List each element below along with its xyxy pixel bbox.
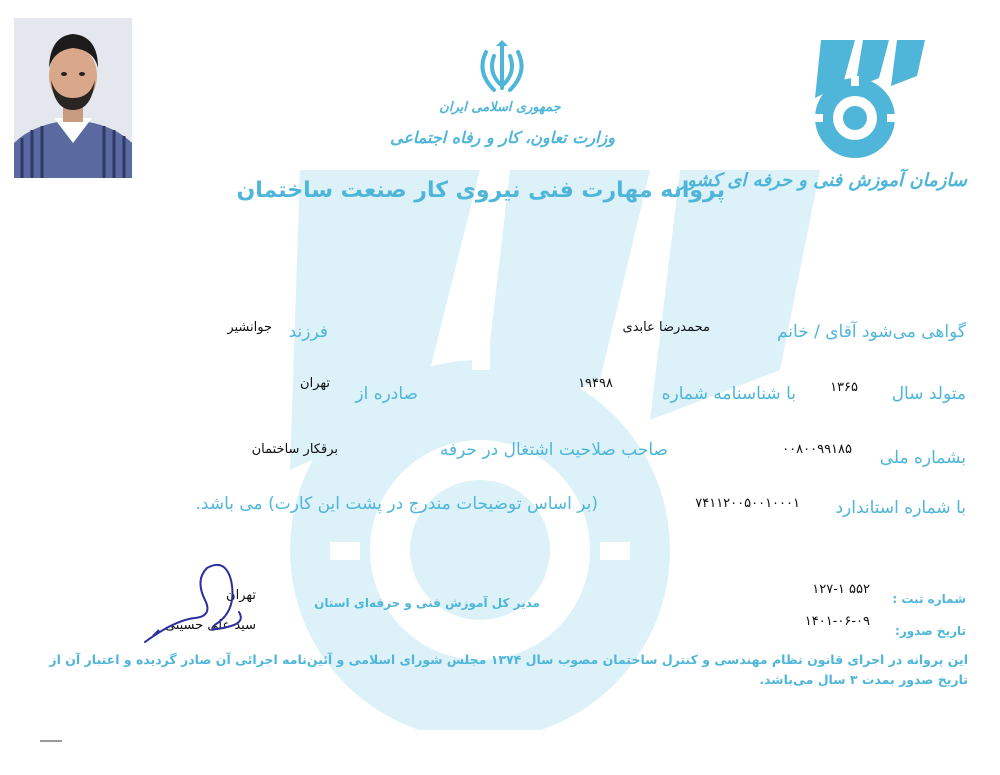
issue-date-label: تاریخ صدور: bbox=[895, 624, 966, 638]
legal-note bbox=[30, 650, 968, 690]
ministry-label: وزارت تعاون، کار و رفاه اجتماعی bbox=[390, 128, 615, 147]
director-signature bbox=[135, 560, 275, 650]
birth-year-label: متولد سال bbox=[891, 384, 966, 404]
id-number: ۱۹۴۹۸ bbox=[578, 376, 613, 391]
organization-logo-icon bbox=[793, 40, 933, 158]
iran-emblem-icon bbox=[472, 38, 532, 98]
director-province: تهران bbox=[226, 588, 256, 603]
birth-year: ۱۳۶۵ bbox=[830, 380, 858, 395]
national-id-number: ۰۰۸۰۰۹۹۱۸۵ bbox=[782, 442, 852, 457]
legal-note-line-1: این پروانه در اجرای قانون نظام مهندسی و کنترل ساختمان مصوب سال ۱۳۷۴ مجلس شورای اسلامی و آئین‌نامه اجرائی آن صادر گردیده و اعتبار آن از bbox=[49, 652, 968, 667]
issued-from-label: صادره از bbox=[355, 384, 418, 404]
id-number-label: با شناسنامه شماره bbox=[661, 384, 796, 404]
holder-name: محمدرضا عابدی bbox=[622, 320, 710, 335]
republic-label: جمهوری اسلامی ایران bbox=[439, 100, 561, 115]
trade-name: برقکار ساختمان bbox=[251, 442, 338, 457]
certify-label: گواهی می‌شود آقای / خانم bbox=[776, 322, 966, 342]
organization-name: سازمان آموزش فنی و حرفه ای کشور bbox=[678, 170, 967, 191]
competence-label: صاحب صلاحیت اشتغال در حرفه bbox=[439, 440, 668, 460]
national-id-label: بشماره ملی bbox=[879, 448, 966, 468]
issued-from-city: تهران bbox=[300, 376, 330, 391]
holder-photo bbox=[14, 18, 132, 178]
director-title: مدیر کل آموزش فنی و حرفه‌ای استان bbox=[314, 596, 540, 610]
director-name: سید علی حسینی bbox=[164, 618, 256, 633]
child-of-label: فرزند bbox=[288, 322, 328, 342]
issue-date: ۱۴۰۱-۰۶-۰۹ bbox=[804, 614, 870, 629]
father-name: جوانشیر bbox=[227, 320, 272, 335]
certificate-title: پروانه مهارت فنی نیروی کار صنعت ساختمان bbox=[236, 178, 725, 203]
person-photo-icon bbox=[14, 18, 132, 178]
registration-label: شماره ثبت : bbox=[892, 592, 966, 606]
registration-number: ۵۵۲ ۱۲۷-۱ bbox=[812, 582, 870, 597]
standard-number-label: با شماره استاندارد bbox=[835, 498, 966, 518]
divider bbox=[40, 740, 62, 742]
legal-note-line-2: تاریخ صدور بمدت ۳ سال می‌باشد. bbox=[759, 672, 968, 687]
standard-note: (بر اساس توضیحات مندرج در پشت این کارت) می باشد. bbox=[195, 494, 598, 514]
standard-number: ۷۴۱۱۲۰۰۵۰۰۱۰۰۰۱ bbox=[695, 496, 800, 511]
